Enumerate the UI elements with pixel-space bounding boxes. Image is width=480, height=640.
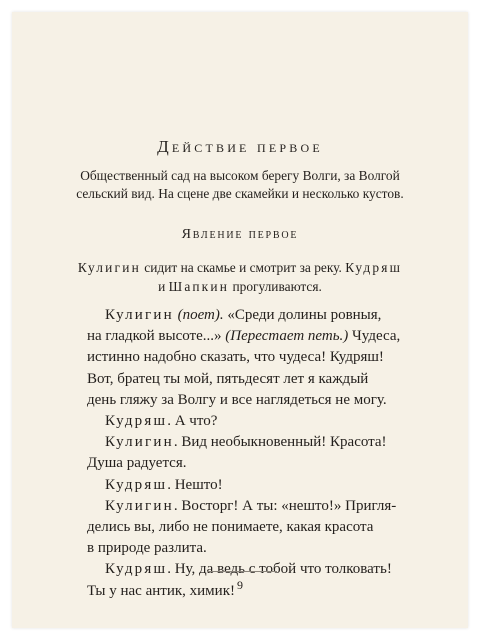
dialogue-line: в природе разлита. [87, 540, 207, 557]
setting-line: Общественный сад на высоком берегу Волги, за Волгой [80, 168, 400, 183]
speaker-name: Кулигин [105, 434, 174, 451]
dialogue-body [87, 305, 427, 602]
scene-title: Явление первое [181, 227, 299, 242]
dialogue-line: Кудряш. А что? [105, 413, 218, 430]
stage-direction: (Перестает петь.) [225, 328, 349, 345]
dialogue-line: Душа радуется. [87, 455, 187, 472]
dialogue-line: Кулигин. Вид необыкновенный! Красота! [105, 434, 387, 451]
speaker-name: Кудряш [105, 413, 168, 430]
character-name: Шапкин [168, 279, 230, 294]
dialogue-line: Кулигин (поет). «Среди долины ровныя, [105, 307, 382, 323]
character-name: Кудряш [345, 260, 403, 275]
dialogue-line: Кудряш. Нешто! [105, 476, 223, 493]
setting-line: сельский вид. На сцене две скамейки и несколько кустов. [76, 186, 404, 201]
dialogue-line: Кудряш. Ну, да ведь с тобой что толковать! [105, 561, 392, 578]
dialogue-line: на гладкой высоте...» (Перестает петь.) Чудеса, [87, 328, 401, 345]
dialogue-line: Ты у нас антик, химик! [87, 582, 235, 599]
speaker-name: Кулигин [105, 497, 174, 514]
dialogue-line: Кулигин. Восторг! А ты: «нешто!» Пригля- [105, 497, 397, 514]
scene-stage-direction [12, 258, 468, 296]
footer-divider [207, 571, 277, 572]
character-name: Кулигин [77, 260, 141, 275]
speaker-name: Кудряш [105, 561, 168, 578]
speaker-name: Кулигин [105, 307, 174, 323]
scene-desc-line: и Шапкин прогуливаются. [158, 279, 322, 294]
dialogue-line: истинно надобно сказать, что чудеса! Кудряш! [87, 349, 384, 366]
dialogue-line: делись вы, либо не понимаете, какая красота [87, 519, 374, 536]
stage-direction-setting [12, 167, 468, 203]
dialogue-line: Вот, братец ты мой, пятьдесят лет я каждый [87, 370, 369, 387]
stage-direction: (поет). [177, 307, 224, 323]
dialogue-line: день гляжу за Волгу и все наглядеться не могу. [87, 391, 387, 408]
speaker-name: Кудряш [105, 476, 168, 493]
page-number: 9 [237, 578, 243, 592]
scene-desc-line: Кулигин сидит на скамье и смотрит за реку. Кудряш [77, 260, 403, 275]
book-page [12, 12, 468, 628]
act-title: Действие первое [157, 137, 323, 156]
